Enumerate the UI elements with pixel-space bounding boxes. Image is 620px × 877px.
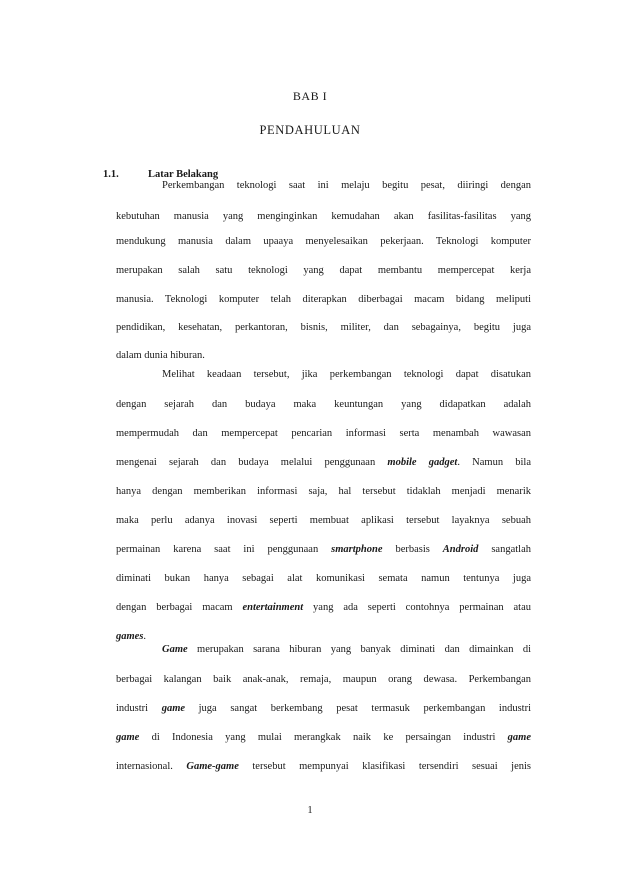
text-run: berbasis xyxy=(382,544,443,555)
text-run: dengan berbagai macam xyxy=(116,602,243,613)
italic-term: games xyxy=(116,631,144,642)
chapter-heading: BAB I xyxy=(292,89,328,103)
text-run: maka perlu adanya inovasi seperti membuat aplikasi tersebut layaknya sebuah xyxy=(116,515,531,526)
text-line xyxy=(116,322,531,333)
text-line xyxy=(116,732,531,743)
text-run: mempermudah dan mempercepat pencarian informasi serta menambah wawasan xyxy=(116,428,531,439)
chapter-title: PENDAHULUAN xyxy=(259,123,361,137)
text-run: yang ada seperti contohnya permainan atau xyxy=(303,602,531,613)
text-run: mendukung manusia dalam upaaya menyelesaikan pekerjaan. Teknologi komputer xyxy=(116,236,531,247)
text-line xyxy=(116,428,531,439)
text-run: sangatlah xyxy=(478,544,531,555)
text-run: . Namun bila xyxy=(457,457,532,468)
italic-term: Game-game xyxy=(186,761,239,772)
text-line xyxy=(116,486,531,497)
text-line xyxy=(162,369,531,380)
text-line xyxy=(116,350,205,361)
text-run: Melihat keadaan tersebut, jika perkembangan teknologi dapat disatukan xyxy=(162,369,531,380)
text-line xyxy=(116,674,531,685)
text-run: Perkembangan teknologi saat ini melaju begitu pesat, diiringi dengan xyxy=(162,180,531,191)
text-line xyxy=(116,761,531,772)
text-run: merupakan salah satu teknologi yang dapat membantu mempercepat kerja xyxy=(116,265,531,276)
text-run: dengan sejarah dan budaya maka keuntungan yang didapatkan adalah xyxy=(116,399,531,410)
section-title: Latar Belakang xyxy=(148,169,219,180)
text-line xyxy=(116,457,531,468)
text-run: permainan karena saat ini penggunaan xyxy=(116,544,332,555)
text-line xyxy=(116,544,531,555)
italic-term: Game xyxy=(162,644,188,655)
text-line xyxy=(116,631,146,642)
italic-term: game xyxy=(116,732,140,743)
text-run: industri xyxy=(116,703,162,714)
text-run: diminati bukan hanya sebagai alat komunikasi semata namun tentunya juga xyxy=(116,573,531,584)
text-line xyxy=(162,644,531,655)
text-run: pendidikan, kesehatan, perkantoran, bisnis, militer, dan sebagainya, begitu juga xyxy=(116,322,531,333)
text-line xyxy=(116,703,531,714)
text-line xyxy=(116,573,531,584)
text-run: tersebut mempunyai klasifikasi tersendiri sesuai jenis xyxy=(238,761,532,772)
text-line xyxy=(116,265,531,276)
italic-term: mobile gadget xyxy=(387,457,458,468)
italic-term: smartphone xyxy=(331,544,383,555)
text-line xyxy=(116,236,531,247)
text-run: internasional. xyxy=(116,761,187,772)
text-run: manusia. Teknologi komputer telah diterapkan diberbagai macam bidang meliputi xyxy=(116,294,531,305)
text-line xyxy=(116,515,531,526)
text-run: merupakan sarana hiburan yang banyak diminati dan dimainkan di xyxy=(187,644,531,655)
text-run: dalam dunia hiburan. xyxy=(116,350,205,361)
text-run: di Indonesia yang mulai merangkak naik ke persaingan industri xyxy=(139,732,508,743)
italic-term: Android xyxy=(442,544,479,555)
italic-term: game xyxy=(507,732,531,743)
text-run: berbagai kalangan baik anak-anak, remaja, maupun orang dewasa. Perkembangan xyxy=(116,674,531,685)
italic-term: entertainment xyxy=(242,602,304,613)
text-run: hanya dengan memberikan informasi saja, hal tersebut tidaklah menjadi menarik xyxy=(116,486,531,497)
text-line xyxy=(116,294,531,305)
text-run: juga sangat berkembang pesat termasuk perkembangan industri xyxy=(185,703,532,714)
italic-term: game xyxy=(161,703,186,714)
text-line xyxy=(162,180,531,191)
text-line xyxy=(116,211,531,222)
text-line xyxy=(116,399,531,410)
text-run: kebutuhan manusia yang menginginkan kemudahan akan fasilitas-fasilitas yang xyxy=(116,211,531,222)
page-number: 1 xyxy=(307,805,313,816)
section-number: 1.1. xyxy=(103,169,119,180)
text-run: mengenai sejarah dan budaya melalui penggunaan xyxy=(116,457,388,468)
text-line xyxy=(116,602,531,613)
text-run: . xyxy=(143,631,147,642)
